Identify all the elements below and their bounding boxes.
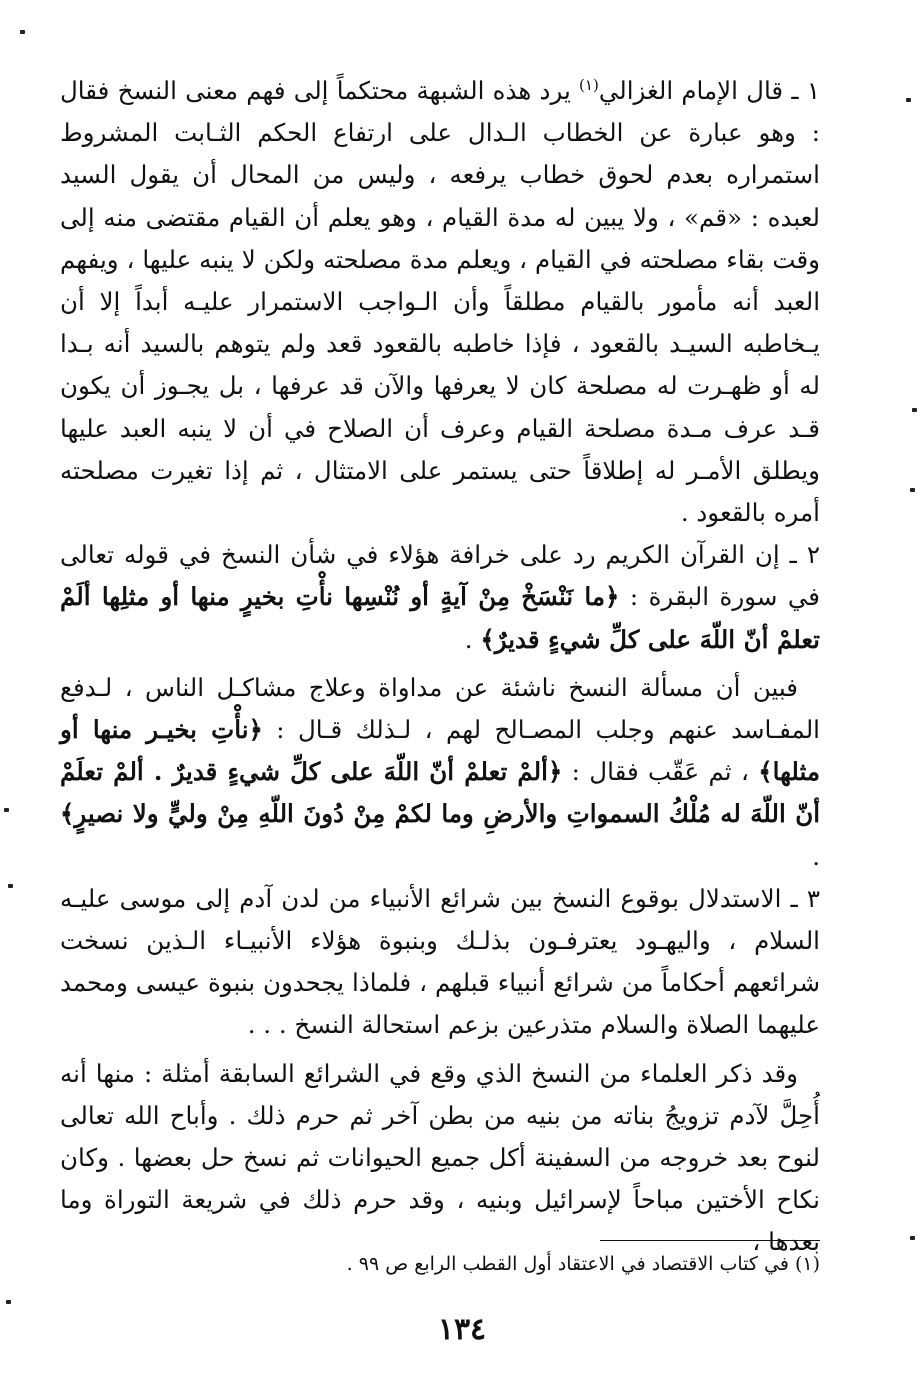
quran-verse: ﴿ألمْ تعلمْ أنّ اللّهَ على كلِّ شيءٍ قديرٌ . ألمْ تعلَمْ أنّ اللّهَ له مُلْكُ السمواتِ والأرضِ وما لكمْ مِنْ دُونَ اللّهِ مِنْ وليٍّ ولا نصيرٍ﴾ [60, 757, 820, 829]
scan-speck [8, 884, 13, 888]
scan-speck [906, 98, 911, 102]
paragraph [60, 878, 820, 1047]
scan-speck [20, 30, 25, 34]
footnote-separator [600, 1240, 820, 1241]
page-number: ١٣٤ [437, 1312, 487, 1347]
scan-speck [912, 408, 917, 412]
quran-verse: ﴿نأْتِ بخيـر منها أو مثلها﴾ [60, 715, 820, 787]
main-text [60, 70, 820, 1264]
footnote-marker: (١) [579, 75, 599, 94]
paragraph-text: . [812, 841, 820, 871]
scan-speck [4, 808, 9, 812]
paragraph [60, 667, 820, 878]
paragraph-text: فبين أن مسألة النسخ ناشئة عن مداواة وعلاج مشاكـل الناس ، لـدفع المفـاسد عنهم وجلب المصـالح لهم ، لـذلك قـال : [60, 672, 820, 745]
scan-speck [6, 1300, 11, 1304]
paragraph-text: ١ ـ قال الإمام الغزالي [598, 76, 821, 105]
quran-verse: ﴿ما نَنْسَخْ مِنْ آيةٍ أو نُنْسِها نأْتِ بخيرٍ منها أو مثلِها ألَمْ تعلمْ أنّ اللّهَ على كلِّ شيءٍ قديرٌ﴾ [60, 582, 820, 654]
paragraph-text: يرد هذه الشبهة محتكماً إلى فهم معنى النسخ فقال : وهو عبارة عن الخطاب الـدال على ارتفاع الحكم الثـابت المشروط استمراره بعدم لحوق خطاب يرفعه ، وليس من المحال أن يقول السيد لعبده : «قم» ، ولا يبين له مدة القيام ، وهو يعلم أن القيام مقتضى منه إلى وقت بقاء مصلحته في القيام ، ويعلم مدة مصلحته ولكن لا ينبه عليها ، ويفهم العبد أنه مأمور بالقيام مطلقاً وأن الـواجب الاستمرار عليـه أبداً إلا أن يـخاطبه السيـد بالقعود ، فإذا خاطبه بالقعود قعد ولم يتوهم بالسيد أنه بـدا له أو ظهـرت له مصلحة كان لا يعرفها والآن قد عرفها ، بل يجـوز أن يكون قـد عرف مـدة مصلحة القيام وعرف أن الصلاح في أن لا ينبه العبد عليها ويطلق الأمـر له إطلاقاً حتى يستمر على الامتثال ، ثم إذا تغيرت مصلحته أمره بالقعود . [60, 76, 820, 528]
paragraph-text: ٢ ـ إن القرآن الكريم رد على خرافة هؤلاء في شأن النسخ في قوله تعالى في سورة البقرة : [60, 540, 821, 612]
scan-speck [910, 488, 915, 492]
paragraph-text: ٣ ـ الاستدلال بوقوع النسخ بين شرائع الأنبياء من لدن آدم إلى موسى عليـه السلام ، واليهـود يعترفـون بذلـك وبنبوة هؤلاء الأنبيـاء الـذين نسخت شرائعهم أحكاماً من شرائع أنبياء قبلهم ، فلماذا يجحدون بنبوة عيسى ومحمد عليهما الصلاة والسلام متذرعين بزعم استحالة النسخ . . . [60, 883, 820, 1040]
paragraph-text: ، ثم عَقّب فقال : [562, 757, 759, 787]
paragraph-text: . [464, 624, 481, 654]
paragraph [60, 70, 820, 534]
paragraph [60, 1053, 820, 1264]
paragraph [60, 534, 820, 661]
paragraph-text: وقد ذكر العلماء من النسخ الذي وقع في الشرائع السابقة أمثلة : منها أنه أُحِلَّ لآدم تزويجُ بناته من بنيه من بطن آخر ثم حرم ذلك . وأباح الله تعالى لنوح بعد خروجه من السفينة أكل جميع الحيوانات ثم نسخ حل بعضها . وكان نكاح الأختين مباحاً لإسرائيل وبنيه ، وقد حرم ذلك في شريعة التوراة وما بعدها ، [60, 1058, 820, 1257]
scan-speck [910, 1236, 915, 1240]
footnote: (١) في كتاب الاقتصاد في الاعتقاد أول القطب الرابع ص ٩٩ . [346, 1253, 820, 1275]
